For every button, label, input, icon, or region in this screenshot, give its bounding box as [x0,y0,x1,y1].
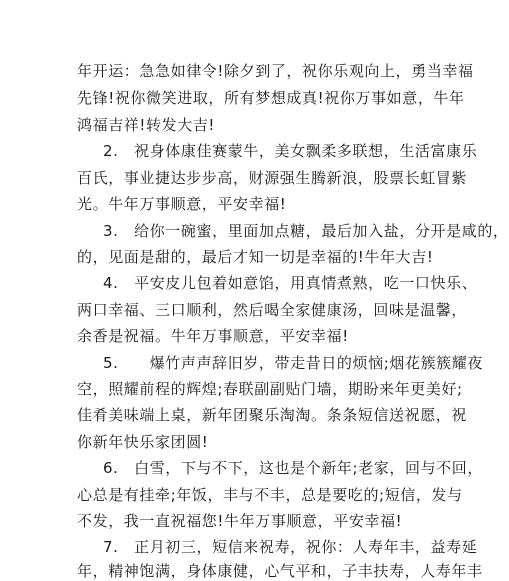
text-line: 两口幸福、三口顺利，然后喝全家健康汤，回味是温馨， [77,301,468,319]
text-line: 先锋!祝你微笑进取，所有梦想成真!祝你万事如意，牛年 [77,89,465,107]
paragraph-3-first-line: 3. 给你一碗蜜，里面加点糖，最后加入盐，分开是咸的， [103,222,509,240]
text-line: 鸿福吉祥!转发大吉! [77,116,216,134]
text-line: 年，精神饱满，身体康健，心气平和，子丰扶寿，人寿年丰 [77,562,483,580]
paragraph-2-first-line: 2. 祝身体康佳赛蒙牛，美女飘柔多联想，生活富康乐 [103,142,478,160]
text-line: 百氏，事业捷达步步高，财源强生腾新浪，股票长虹冒紫 [77,169,468,187]
paragraph-4-first-line: 4. 平安皮儿包着如意馅，用真情煮熟，吃一口快乐、 [103,274,478,292]
paragraph-6-first-line: 6. 白雪，下与不下，这也是个新年;老家，回与不回， [103,459,483,477]
text-line: 光。牛年万事顺意，平安幸福! [77,195,287,213]
text-line: 余香是祝福。牛年万事顺意，平安幸福! [77,327,349,345]
paragraph-5-first-line: 5. 爆竹声声辞旧岁，带走昔日的烦恼;烟花簇簇耀夜 [103,354,483,372]
paragraph-7-first-line: 7. 正月初三，短信来祝寿，祝你：人寿年丰，益寿延 [103,538,478,556]
text-line: 佳肴美味端上桌，新年团聚乐淘淘。条条短信送祝愿，祝 [77,406,468,424]
text-line: 不发，我一直祝福您!牛年万事顺意，平安幸福! [77,512,403,530]
text-line: 空，照耀前程的辉煌;春联副副贴门墙，期盼来年更美好; [77,380,463,398]
text-line: 心总是有挂牵;年饭，丰与不丰，总是要吃的;短信，发与 [77,486,463,504]
text-line: 你新年快乐家团圆! [77,433,209,451]
text-line: 年开运：急急如律令!除夕到了，祝你乐观向上，勇当幸福 [77,62,474,80]
text-line: 的，见面是甜的，最后才知一切是幸福的!牛年大吉! [77,248,434,266]
